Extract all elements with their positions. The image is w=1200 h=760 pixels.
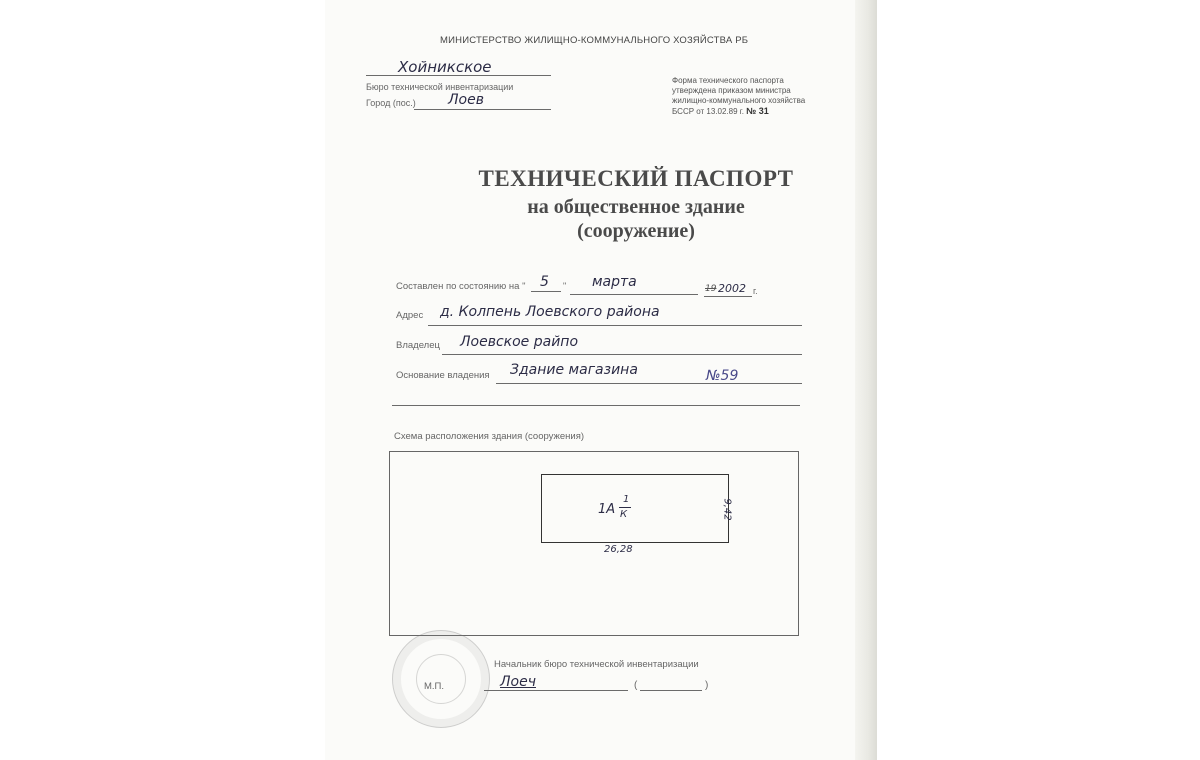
- owner-value: Лоевское райпо: [460, 334, 579, 350]
- paren-close: ): [705, 680, 709, 691]
- date-label-text: Составлен по состоянию на: [396, 281, 520, 292]
- name-line: [640, 690, 702, 691]
- year-value: 2002: [718, 282, 746, 295]
- signature-title: Начальник бюро технической инвентаризации: [494, 659, 699, 670]
- ministry-header: МИНИСТЕРСТВО ЖИЛИЩНО-КОММУНАЛЬНОГО ХОЗЯЙСТВА РБ: [440, 35, 749, 46]
- year-suffix: г.: [753, 286, 758, 296]
- form-note-line3: жилищно-коммунального хозяйства: [672, 96, 806, 105]
- scheme-label: Схема расположения здания (сооружения): [394, 431, 585, 442]
- month-line: [570, 294, 698, 295]
- quote-open: ": [522, 281, 526, 292]
- month-value: марта: [592, 274, 637, 290]
- fraction-bar: [619, 507, 631, 508]
- city-label: Город (пос.): [366, 98, 416, 108]
- building-outline: [541, 474, 729, 543]
- bureau-name: Хойникское: [398, 58, 492, 76]
- basis-value: Здание магазина: [510, 362, 638, 378]
- address-line: [428, 325, 802, 326]
- width-dimension: 9,42: [721, 498, 733, 521]
- form-note-line2: утверждена приказом министра: [672, 86, 791, 95]
- day-value: 5: [540, 274, 549, 290]
- form-note-line1: Форма технического паспорта: [672, 76, 784, 85]
- address-label: Адрес: [396, 310, 424, 321]
- page-edge-shadow: [855, 0, 877, 760]
- year-line: [704, 296, 752, 297]
- signature-line: [484, 690, 628, 691]
- page-subtitle: на общественное здание: [527, 196, 745, 218]
- fraction-bottom: К: [620, 509, 628, 520]
- basis-label: Основание владения: [396, 370, 490, 381]
- building-mark: 1А: [598, 502, 616, 517]
- day-line: [531, 291, 561, 292]
- fraction-top: 1: [623, 494, 630, 505]
- form-note-date: БССР от 13.02.89 г.: [672, 107, 744, 116]
- official-stamp-inner: [416, 654, 466, 704]
- basis-line: [496, 383, 802, 384]
- length-dimension: 26,28: [604, 544, 633, 555]
- form-note-line4: [672, 106, 769, 116]
- address-value: д. Колпень Лоевского района: [440, 304, 660, 320]
- paren-open: (: [634, 680, 638, 691]
- owner-line: [442, 354, 802, 355]
- extra-line: [392, 405, 800, 406]
- city-line: [414, 109, 551, 110]
- basis-number: №59: [706, 368, 739, 384]
- page-title: ТЕХНИЧЕСКИЙ ПАСПОРТ: [478, 166, 794, 191]
- bureau-name-line: [366, 75, 551, 76]
- form-note-number: № 31: [746, 106, 769, 116]
- date-label: [396, 281, 525, 292]
- stamp-label: М.П.: [424, 681, 445, 692]
- bureau-label: Бюро технической инвентаризации: [366, 82, 514, 92]
- quote-close: ": [563, 281, 567, 291]
- year-struck: 19: [705, 284, 717, 294]
- city-value: Лоев: [448, 92, 484, 108]
- owner-label: Владелец: [396, 340, 440, 351]
- signature-value: Лоеч: [500, 674, 536, 690]
- page-subtitle-2: (сооружение): [577, 220, 695, 242]
